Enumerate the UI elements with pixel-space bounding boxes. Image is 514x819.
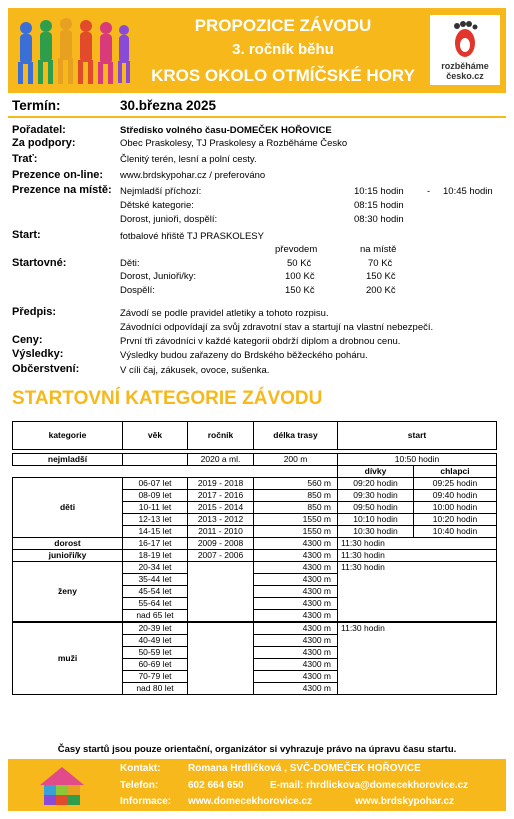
kontakt-label: Kontakt:	[120, 763, 161, 774]
cell-age: 55-64 let	[123, 598, 188, 610]
cell-year	[188, 622, 254, 695]
cell-distance: 850 m	[254, 502, 338, 514]
cell-distance: 4300 m	[254, 610, 338, 623]
email-value[interactable]: E-mail: rhrdlickova@domecekhorovice.cz	[270, 780, 469, 791]
misto-name: Dětské kategorie:	[120, 200, 194, 211]
informace-label: Informace:	[120, 796, 172, 807]
web-link-brdskypohar[interactable]: www.brdskypohar.cz	[355, 796, 455, 807]
cell-start: 10:50 hodin	[338, 454, 497, 466]
vysledky-label: Výsledky:	[12, 348, 64, 360]
cell-start: 11:30 hodin	[338, 538, 497, 550]
cell-age: 45-54 let	[123, 586, 188, 598]
cell-age: 50-59 let	[123, 647, 188, 659]
cell-age: 14-15 let	[123, 526, 188, 538]
cell-age: 18-19 let	[123, 550, 188, 562]
startovne-name: Děti:	[120, 258, 140, 269]
misto-time: 10:15 hodin	[354, 186, 404, 197]
table-row	[13, 562, 497, 574]
predpis-line2: Závodníci odpovídají za svůj zdravotní stav a startují na vlastní nebezpečí.	[120, 322, 434, 333]
table-row	[13, 454, 497, 466]
online-label: Prezence on-line:	[12, 169, 104, 181]
start-times-note: Časy startů jsou pouze orientační, organizátor si vyhrazuje právo na úpravu času startu.	[57, 744, 457, 755]
cell-age: 70-79 let	[123, 671, 188, 683]
runners-image	[14, 14, 134, 88]
cell-age: nad 65 let	[123, 610, 188, 623]
cell-year: 2017 - 2016	[188, 490, 254, 502]
poradatel-label: Pořadatel:	[12, 124, 66, 136]
cell-start-girls: 09:30 hodin	[338, 490, 414, 502]
col-header: start	[338, 422, 497, 450]
cell-start-boys: 09:40 hodin	[414, 490, 497, 502]
header-subtitle: 3. ročník běhu	[232, 41, 334, 58]
cell-year: 2011 - 2010	[188, 526, 254, 538]
cell-age: 20-34 let	[123, 562, 188, 574]
header-title: PROPOZICE ZÁVODU	[194, 16, 372, 35]
cell-year: 2013 - 2012	[188, 514, 254, 526]
col-header: ročník	[188, 422, 254, 450]
start-label: Start:	[12, 229, 41, 241]
cell-year: 2015 - 2014	[188, 502, 254, 514]
cell-year: 2019 - 2018	[188, 478, 254, 490]
startovne-head-transfer: převodem	[275, 244, 318, 255]
startovne-onsite: 200 Kč	[366, 285, 396, 296]
cell-age	[123, 454, 188, 466]
subheader-boys: chlapci	[414, 466, 497, 478]
cell-start-girls: 10:30 hodin	[338, 526, 414, 538]
cell-start-girls: 10:10 hodin	[338, 514, 414, 526]
termin-label: Termín:	[12, 98, 61, 113]
startovne-name: Dospělí:	[120, 285, 155, 296]
startovne-name: Dorost, Junioři/ky:	[120, 271, 197, 282]
table-row	[13, 550, 497, 562]
startovne-onsite: 150 Kč	[366, 271, 396, 282]
cell-distance: 4300 m	[254, 562, 338, 574]
logo-text-2: česko.cz	[446, 71, 484, 81]
col-header: kategorie	[13, 422, 123, 450]
cell-age: 60-69 let	[123, 659, 188, 671]
cell-start-girls: 09:20 hodin	[338, 478, 414, 490]
vysledky-value: Výsledky budou zařazeny do Brdského běžeckého poháru.	[120, 350, 368, 361]
cell-start-boys: 10:20 hodin	[414, 514, 497, 526]
col-header: věk	[123, 422, 188, 450]
logo-text-1: rozběháme	[441, 61, 489, 71]
podpora-value: Obec Praskolesy, TJ Praskolesy a Rozběháme Česko	[120, 138, 348, 149]
cell-year: 2020 a ml.	[188, 454, 254, 466]
cell-age: 20-39 let	[123, 622, 188, 635]
cell-year: 2007 - 2006	[188, 550, 254, 562]
online-value[interactable]: www.brdskypohar.cz / preferováno	[120, 170, 266, 181]
startovne-label: Startovné:	[12, 257, 67, 269]
cell-start: 11:30 hodin	[338, 622, 497, 695]
cell-category: děti	[13, 478, 123, 538]
ceny-label: Ceny:	[12, 334, 43, 346]
predpis-line1: Závodí se podle pravidel atletiky a tohoto rozpisu.	[120, 308, 329, 319]
cell-start: 11:30 hodin	[338, 562, 497, 623]
misto-name: Dorost, junioři, dospělí:	[120, 214, 218, 225]
footprint-icon	[450, 21, 480, 59]
misto-sep: -	[427, 186, 431, 197]
cell-distance: 200 m	[254, 454, 338, 466]
cell-start-boys: 10:00 hodin	[414, 502, 497, 514]
cell-start-boys: 10:40 hodin	[414, 526, 497, 538]
cell-distance: 4300 m	[254, 671, 338, 683]
startovne-transfer: 50 Kč	[287, 258, 312, 269]
kontakt-value: Romana Hrdličková , SVČ-DOMEČEK HOŘOVICE	[188, 763, 421, 774]
cell-age: 40-49 let	[123, 635, 188, 647]
misto-name: Nejmladší příchozí:	[120, 186, 202, 197]
cell-distance: 1550 m	[254, 526, 338, 538]
cell-distance: 4300 m	[254, 538, 338, 550]
cell-distance: 4300 m	[254, 622, 338, 635]
cell-distance: 4300 m	[254, 598, 338, 610]
start-value: fotbalové hřiště TJ PRASKOLESY	[120, 231, 264, 242]
footer-banner	[8, 759, 506, 811]
termin-value: 30.března 2025	[120, 98, 217, 113]
col-header: délka trasy	[254, 422, 338, 450]
cell-age: 35-44 let	[123, 574, 188, 586]
startovne-onsite: 70 Kč	[368, 258, 393, 269]
cell-distance: 4300 m	[254, 647, 338, 659]
web-link-domecek[interactable]: www.domecekhorovice.cz	[188, 796, 313, 807]
misto-label: Prezence na místě:	[12, 184, 112, 196]
obcerstveni-label: Občerstvení:	[12, 363, 80, 375]
cell-age: nad 80 let	[123, 683, 188, 695]
obcerstveni-value: V cíli čaj, zákusek, ovoce, sušenka.	[120, 365, 270, 376]
startovne-transfer: 100 Kč	[285, 271, 315, 282]
misto-time: 08:15 hodin	[354, 200, 404, 211]
cell-category: dorost	[13, 538, 123, 550]
subheader-girls: dívky	[338, 466, 414, 478]
cell-distance: 560 m	[254, 478, 338, 490]
startovne-head-onsite: na místě	[360, 244, 397, 255]
cell-start: 11:30 hodin	[338, 550, 497, 562]
cell-age: 12-13 let	[123, 514, 188, 526]
predpis-label: Předpis:	[12, 306, 57, 318]
cell-age: 16-17 let	[123, 538, 188, 550]
table-header-row	[13, 422, 497, 450]
cell-age: 10-11 let	[123, 502, 188, 514]
cell-distance: 850 m	[254, 490, 338, 502]
poradatel-value: Středisko volného času-DOMEČEK HOŘOVICE	[120, 125, 332, 136]
cell-start-girls: 09:50 hodin	[338, 502, 414, 514]
cell-category: nejmladší	[13, 454, 123, 466]
cell-start-boys: 09:25 hodin	[414, 478, 497, 490]
ceny-value: První tři závodníci v každé kategorii obdrží diplom a drobnou cenu.	[120, 336, 401, 347]
cell-distance: 1550 m	[254, 514, 338, 526]
table-row	[13, 478, 497, 490]
cell-year: 2009 - 2008	[188, 538, 254, 550]
rozbehame-cesko-logo	[430, 15, 500, 85]
podpora-label: Za podpory:	[12, 137, 76, 149]
telefon-value: 602 664 650	[188, 780, 244, 791]
cell-distance: 4300 m	[254, 659, 338, 671]
cell-age: 08-09 let	[123, 490, 188, 502]
cell-year	[188, 562, 254, 623]
cell-distance: 4300 m	[254, 550, 338, 562]
misto-time: 08:30 hodin	[354, 214, 404, 225]
categories-table	[12, 421, 497, 695]
cell-category: muži	[13, 622, 123, 695]
table-row	[13, 538, 497, 550]
cell-category: junioři/ky	[13, 550, 123, 562]
telefon-label: Telefon:	[120, 780, 159, 791]
header-banner	[8, 8, 506, 93]
table-subheader-row	[13, 466, 497, 478]
startovne-transfer: 150 Kč	[285, 285, 315, 296]
cell-distance: 4300 m	[254, 635, 338, 647]
header-race-name: KROS OKOLO OTMÍČSKÉ HORY	[151, 66, 415, 85]
divider	[8, 116, 506, 118]
cell-distance: 4300 m	[254, 683, 338, 695]
cell-distance: 4300 m	[254, 586, 338, 598]
cell-age: 06-07 let	[123, 478, 188, 490]
trat-value: Členitý terén, lesní a polní cesty.	[120, 154, 257, 165]
section-title: STARTOVNÍ KATEGORIE ZÁVODU	[12, 388, 323, 409]
misto-time2: 10:45 hodin	[443, 186, 493, 197]
cell-distance: 4300 m	[254, 574, 338, 586]
table-row	[13, 622, 497, 635]
domecek-logo-icon	[38, 765, 86, 807]
trat-label: Trať:	[12, 153, 38, 165]
cell-category: ženy	[13, 562, 123, 623]
